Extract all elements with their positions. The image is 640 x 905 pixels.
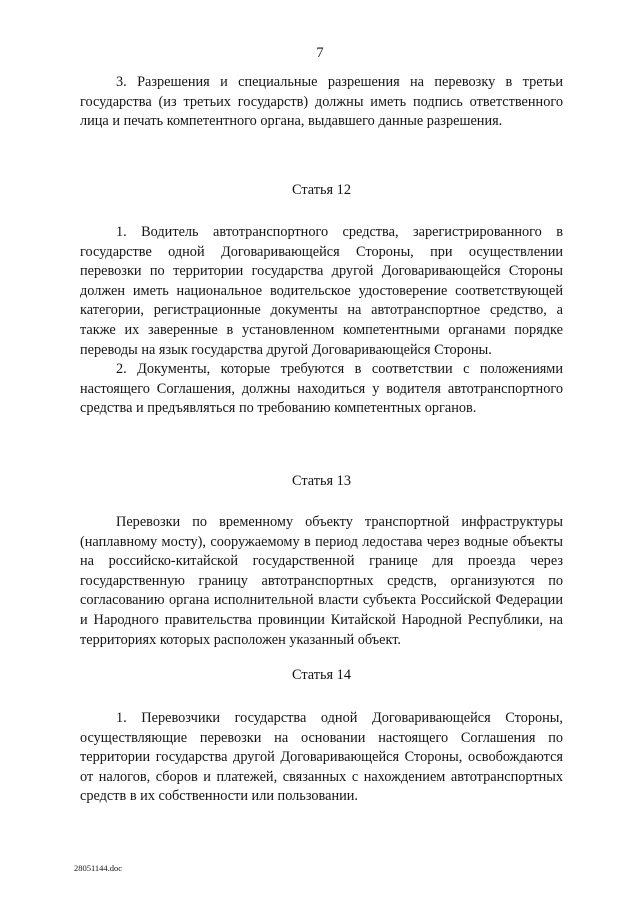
paragraph: Перевозки по временному объекту транспортной инфраструктуры (наплавному мосту), сооружаемому в период ледостава через водные объекты на российско-китайской государственной границе для проезда через государственную границу автотранспортных средств, организуются по согласованию органа исполнительной власти субъекта Российской Федерации и Народного правительства провинции Китайской Народной Республики, на территориях которых расположен указанный объект. (80, 514, 563, 648)
article-heading: Статья 12 (292, 182, 351, 198)
article-14-heading-block (80, 666, 563, 686)
paragraph: 3. Разрешения и специальные разрешения на перевозку в третьи государства (из третьих государств) должны иметь подпись ответственного лица и печать компетентного органа, выдавшего данные разрешения. (80, 74, 563, 130)
article-heading: Статья 14 (292, 667, 351, 683)
paragraph: 1. Водитель автотранспортного средства, зарегистрированного в государстве одной Договаривающейся Стороны, при осуществлении перевозки по территории государства другой Договаривающейся Стороны должен иметь национальное водительское удостоверение соответствующей категории, регистрационные документы на автотранспортное средство, а также их заверенные в установленном компетентными органами порядке переводы на язык государства другой Договаривающейся Стороны. (80, 224, 563, 358)
paragraph: 1. Перевозчики государства одной Договаривающейся Стороны, осуществляющие перевозки на основании настоящего Соглашения по территории государства другой Договаривающейся Стороны, освобождаются от налогов, сборов и платежей, связанных с нахождением автотранспортных средств в их собственности или пользовании. (80, 710, 563, 805)
article-12-body (80, 223, 563, 419)
article-heading: Статья 13 (292, 473, 351, 489)
article-13-heading-block (80, 472, 563, 492)
article-13-body (80, 513, 563, 650)
article-12-heading-block (80, 181, 563, 201)
paragraph: 2. Документы, которые требуются в соответствии с положениями настоящего Соглашения, должны находиться у водителя автотранспортного средства и предъявляться по требованию компетентных органов. (80, 361, 563, 417)
page-number: 7 (316, 45, 324, 61)
article-14-body (80, 709, 563, 807)
footer-filename: 28051144.doc (74, 863, 123, 873)
article-11-clause-3 (80, 73, 563, 132)
